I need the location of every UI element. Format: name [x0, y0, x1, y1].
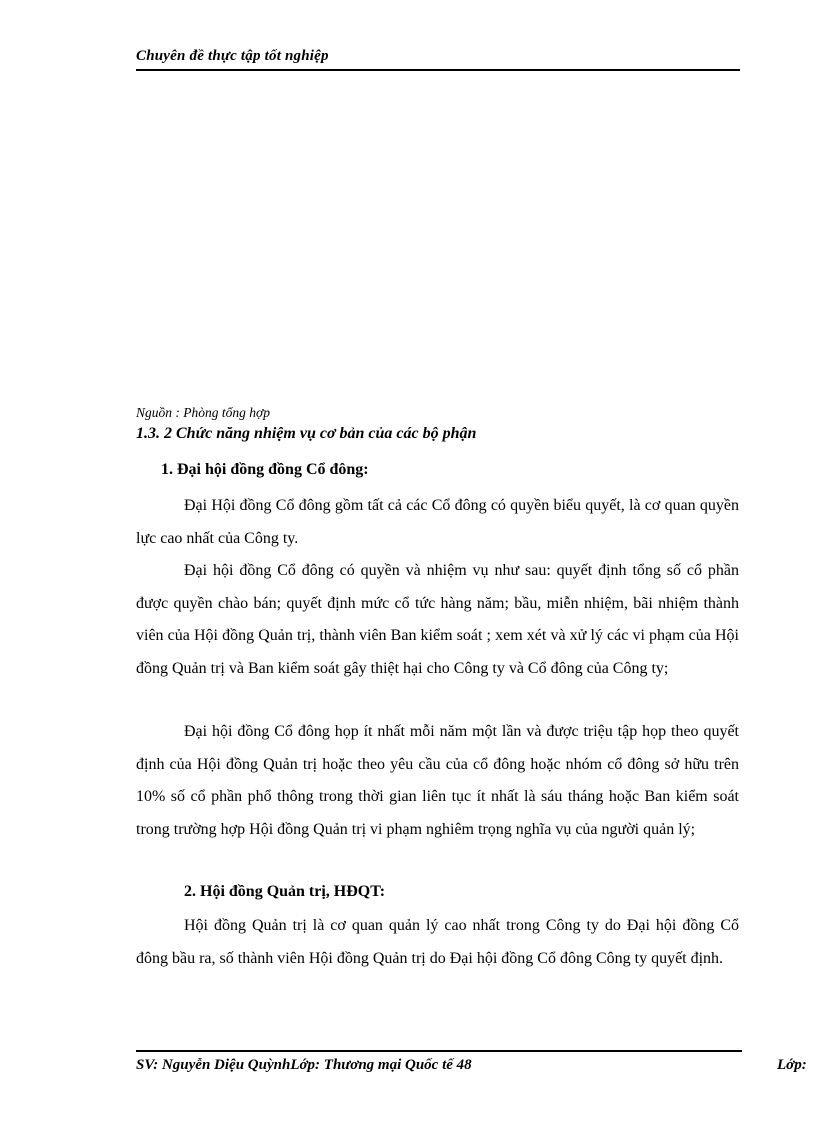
footer-divider — [136, 1050, 742, 1052]
paragraph: Đại hội đồng Cổ đông có quyền và nhiệm vụ như sau: quyết định tổng số cổ phần được quyền chào bán; quyết định mức cổ tức hàng năm; bầu, miễn nhiệm, bãi nhiệm thành viên của Hội đồng Quản trị, thành viên Ban kiểm soát ; xem xét và xử lý các vi phạm của Hội đồng Quản trị và Ban kiểm soát gây thiệt hại cho Công ty và Cổ đông của Công ty; — [136, 562, 739, 677]
footer-class-label: Lớp: — [777, 1057, 807, 1073]
source-note: Nguồn : Phòng tổng hợp — [136, 405, 270, 420]
item-heading-1: 1. Đại hội đồng đồng Cổ đông: — [161, 461, 369, 478]
header-title: Chuyên đề thực tập tốt nghiệp — [136, 48, 329, 64]
item-heading-2: 2. Hội đồng Quản trị, HĐQT: — [184, 883, 386, 900]
section-heading: 1.3. 2 Chức năng nhiệm vụ cơ bản của các bộ phận — [136, 425, 477, 442]
paragraph: Đại Hội đồng Cổ đông gồm tất cả các Cổ đông có quyền biểu quyết, là cơ quan quyền lực cao nhất của Công ty. — [136, 497, 739, 547]
header-divider — [136, 69, 740, 71]
footer-student-info: SV: Nguyễn Diệu QuỳnhLớp: Thương mại Quốc tế 48 — [136, 1057, 472, 1073]
paragraph: Đại hội đồng Cổ đông họp ít nhất mỗi năm một lần và được triệu tập họp theo quyết định của Hội đồng Quản trị hoặc theo yêu cầu của cổ đông hoặc nhóm cổ đông sở hữu trên 10% số cổ phần phổ thông trong thời gian liên tục ít nhất là sáu tháng hoặc Ban kiểm soát trong trường hợp Hội đồng Quản trị vi phạm nghiêm trọng nghĩa vụ của người quản lý; — [136, 723, 739, 838]
paragraph: Hội đồng Quản trị là cơ quan quản lý cao nhất trong Công ty do Đại hội đồng Cổ đông bầu ra, số thành viên Hội đồng Quản trị do Đại hội đồng Cổ đông Công ty quyết định. — [136, 917, 739, 967]
